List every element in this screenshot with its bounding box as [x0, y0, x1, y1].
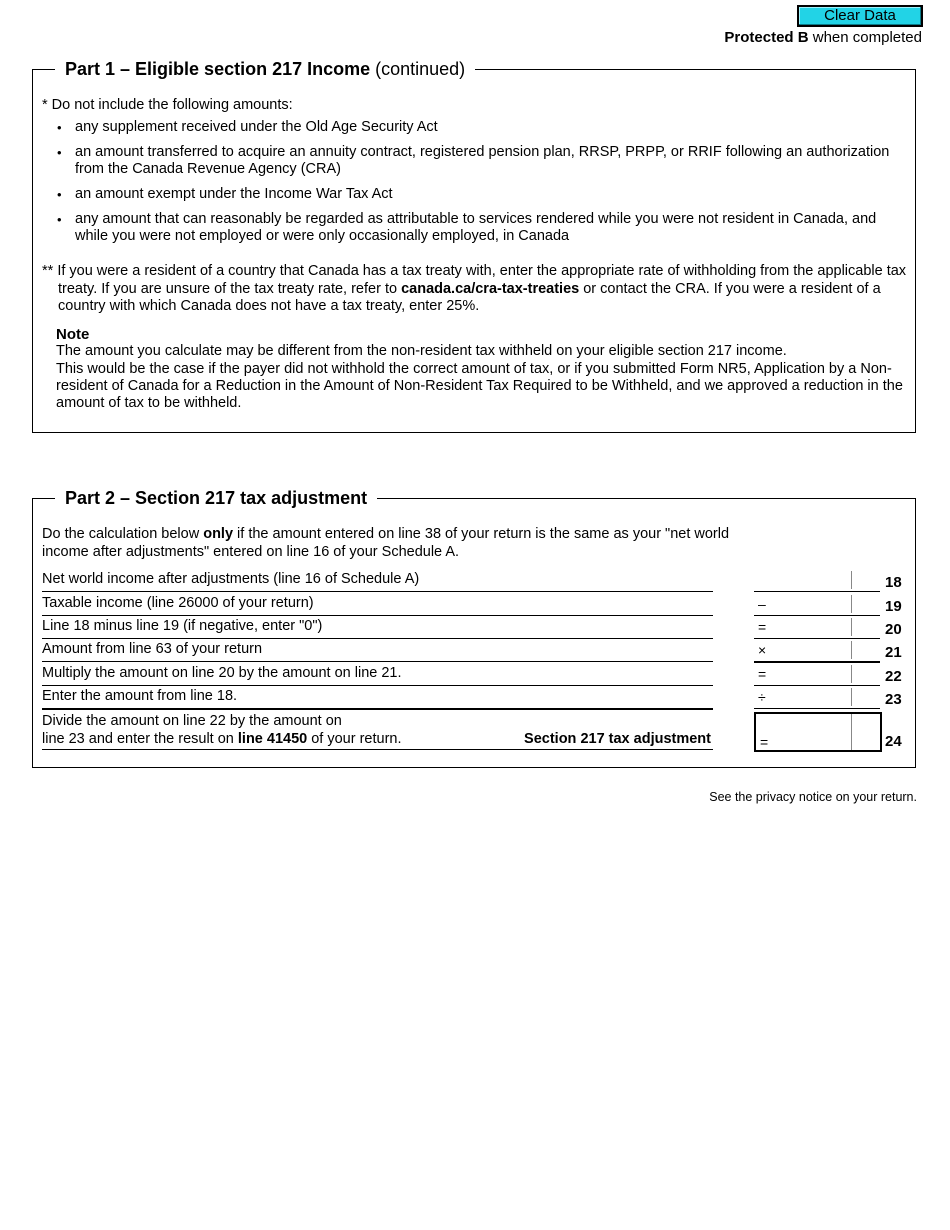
privacy-notice: See the privacy notice on your return.: [709, 790, 917, 804]
list-item: • an amount exempt under the Income War Tax Act: [42, 186, 907, 203]
exclusions-list: [42, 119, 907, 253]
line-22-input[interactable]: =: [754, 665, 880, 686]
note-title: Note: [56, 326, 90, 343]
line-number: 19: [885, 598, 902, 615]
line-23-label: Enter the amount from line 18.: [42, 686, 713, 710]
line-number: 22: [885, 668, 902, 685]
part1-section: [32, 59, 916, 433]
clear-data-button[interactable]: Clear Data: [797, 5, 923, 27]
line-24-label: Divide the amount on line 22 by the amount on line 23 and enter the result on line 41450 of your return. Section 217 tax adjustment: [42, 713, 713, 750]
line-19-input[interactable]: –: [754, 595, 880, 616]
line-21-input[interactable]: ×: [754, 641, 880, 663]
line-20-label: Line 18 minus line 19 (if negative, enter "0"): [42, 616, 713, 639]
line-23-input[interactable]: ÷: [754, 688, 880, 709]
line-24-input[interactable]: =: [754, 712, 882, 752]
note-block: [56, 326, 906, 412]
part2-section: [32, 488, 916, 768]
note-line: The amount you calculate may be different from the non-resident tax withheld on your eligible section 217 income.: [56, 343, 787, 360]
note-line: This would be the case if the payer did not withhold the correct amount of tax, or if you submitted Form NR5, Application by a Non-resident of Canada for a Reduction in the Amount of Non-Resident Tax Required to be Withheld, and we approved a reduction in the amount of tax to be withheld.: [56, 360, 903, 412]
section-217-adjustment-label: Section 217 tax adjustment: [524, 730, 711, 747]
line-number: 21: [885, 644, 902, 661]
part2-title: Part 2 – Section 217 tax adjustment: [55, 486, 377, 510]
treaty-footnote: ** If you were a resident of a country that Canada has a tax treaty with, enter the appropriate rate of withholding from the applicable tax treaty. If you are unsure of the tax treaty rate, refer to canada.ca/cra-tax-treaties or contact the CRA. If you were a resident of a country with which Canada does not have a tax treaty, enter 25%.: [42, 263, 907, 314]
line-18-input[interactable]: [754, 571, 880, 592]
line-21-label: Amount from line 63 of your return: [42, 639, 713, 662]
line-number: 24: [885, 733, 902, 750]
list-item: • any amount that can reasonably be regarded as attributable to services rendered while you were not resident in Canada, and while you were not employed or were only occasionally employed, in Canada: [42, 211, 907, 245]
line-20-input[interactable]: =: [754, 618, 880, 639]
part1-intro: * Do not include the following amounts:: [42, 97, 293, 113]
protected-b-label: Protected B when completed: [724, 29, 922, 46]
line-number: 20: [885, 621, 902, 638]
part1-title: Part 1 – Eligible section 217 Income (continued): [55, 57, 475, 81]
list-item: • any supplement received under the Old Age Security Act: [42, 119, 907, 136]
line-number: 18: [885, 574, 902, 591]
treaty-link[interactable]: canada.ca/cra-tax-treaties: [401, 280, 580, 297]
line-number: 23: [885, 691, 902, 708]
line-19-label: Taxable income (line 26000 of your return): [42, 593, 713, 616]
line-22-label: Multiply the amount on line 20 by the amount on line 21.: [42, 663, 713, 686]
list-item: • an amount transferred to acquire an annuity contract, registered pension plan, RRSP, PRPP, or RRIF following an authorization from the Canada Revenue Agency (CRA): [42, 144, 907, 178]
part2-intro: Do the calculation below only if the amount entered on line 38 of your return is the same as your "net world income after adjustments" entered on line 16 of your Schedule A.: [42, 526, 730, 560]
line-18-label: Net world income after adjustments (line 16 of Schedule A): [42, 569, 713, 592]
